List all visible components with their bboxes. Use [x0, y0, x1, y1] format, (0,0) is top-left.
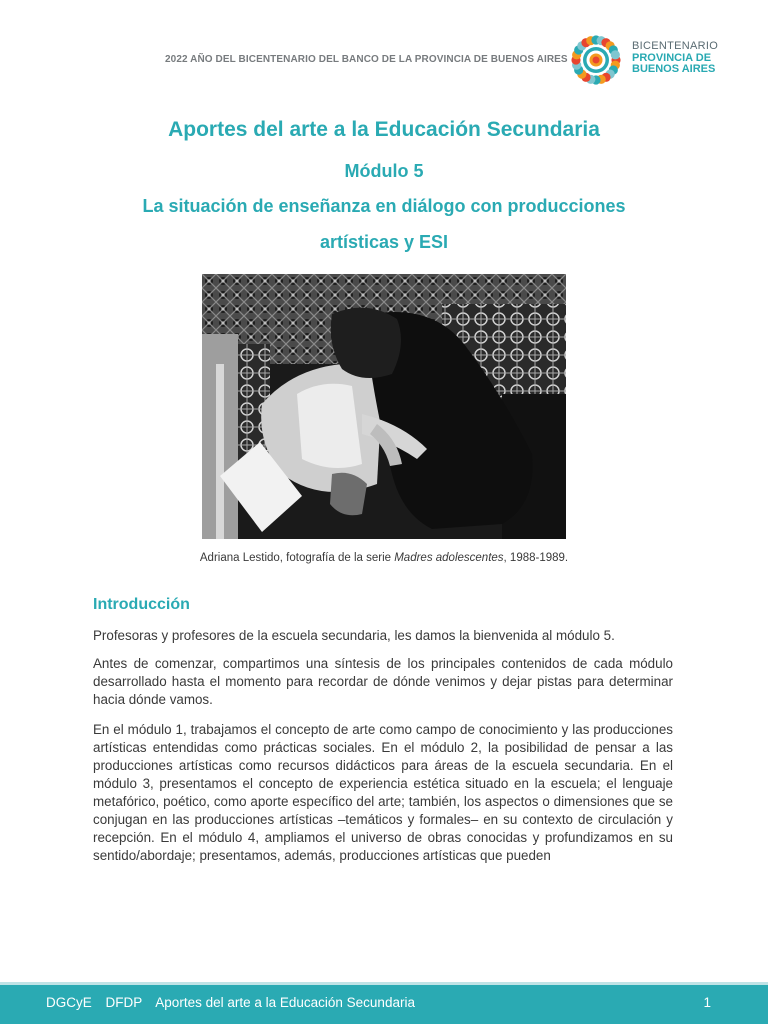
document-title: Aportes del arte a la Educación Secundaria — [168, 118, 600, 141]
photo-caption — [0, 552, 768, 564]
paragraph: En el módulo 1, trabajamos el concepto de arte como campo de conocimiento y las producciones artísticas entendidas como prácticas sociales. En el módulo 2, la posibilidad de pensar a las producciones artísticas como recursos didácticos para áreas de la escuela secundaria. En el módulo 3, presentamos el concepto de experiencia estética situado en la escuela; el lenguaje metafórico, poético, como aporte específico del arte; también, los aspectos o dimensiones que se conjugan en las producciones artísticas –temáticos y formales– en su contexto de circulación y recepción. En el módulo 4, ampliamos el universo de obras conocidas y profundizamos en su sentido/abordaje; presentamos, además, producciones artísticas que pueden — [93, 722, 673, 863]
subtitle-line-1: La situación de enseñanza en diálogo con producciones — [142, 196, 626, 216]
seal-line-1: BICENTENARIO — [632, 40, 719, 52]
seal-wordmark — [632, 41, 718, 76]
subtitle-line-2: artísticas y ESI — [319, 232, 449, 252]
footer-org-2: DFDP — [105, 995, 143, 1010]
module-title: Módulo 5 — [344, 161, 424, 181]
section-heading: Introducción — [93, 596, 190, 613]
page-footer — [0, 982, 768, 1024]
paragraph: Antes de comenzar, compartimos una síntesis de los principales contenidos de cada módulo desarrollado hasta el momento para recordar de dónde venimos y dejar pistas para determinar hacia dónde vamos. — [93, 656, 673, 707]
header — [0, 32, 768, 88]
seal-line-2: PROVINCIA DE — [632, 51, 712, 64]
bicentenario-seal-icon — [568, 32, 624, 88]
footer-org-1: DGCyE — [46, 995, 92, 1010]
caption-prefix: Adriana Lestido, fotografía de la serie — [199, 552, 395, 564]
caption-series: Madres adolescentes — [394, 552, 504, 564]
banner-text: 2022 AÑO DEL BICENTENARIO DEL BANCO DE LA PROVINCIA DE BUENOS AIRES — [165, 54, 568, 65]
seal-line-3: BUENOS AIRES — [632, 63, 716, 75]
footer-divider — [0, 982, 768, 985]
footer-doc-title: Aportes del arte a la Educación Secundaria — [155, 995, 415, 1010]
photograph — [202, 274, 566, 539]
paragraph: Profesoras y profesores de la escuela secundaria, les damos la bienvenida al módulo 5. — [93, 628, 615, 643]
page-number: 1 — [703, 995, 711, 1010]
footer-label — [46, 995, 425, 1010]
caption-suffix: , 1988-1989. — [503, 552, 569, 564]
